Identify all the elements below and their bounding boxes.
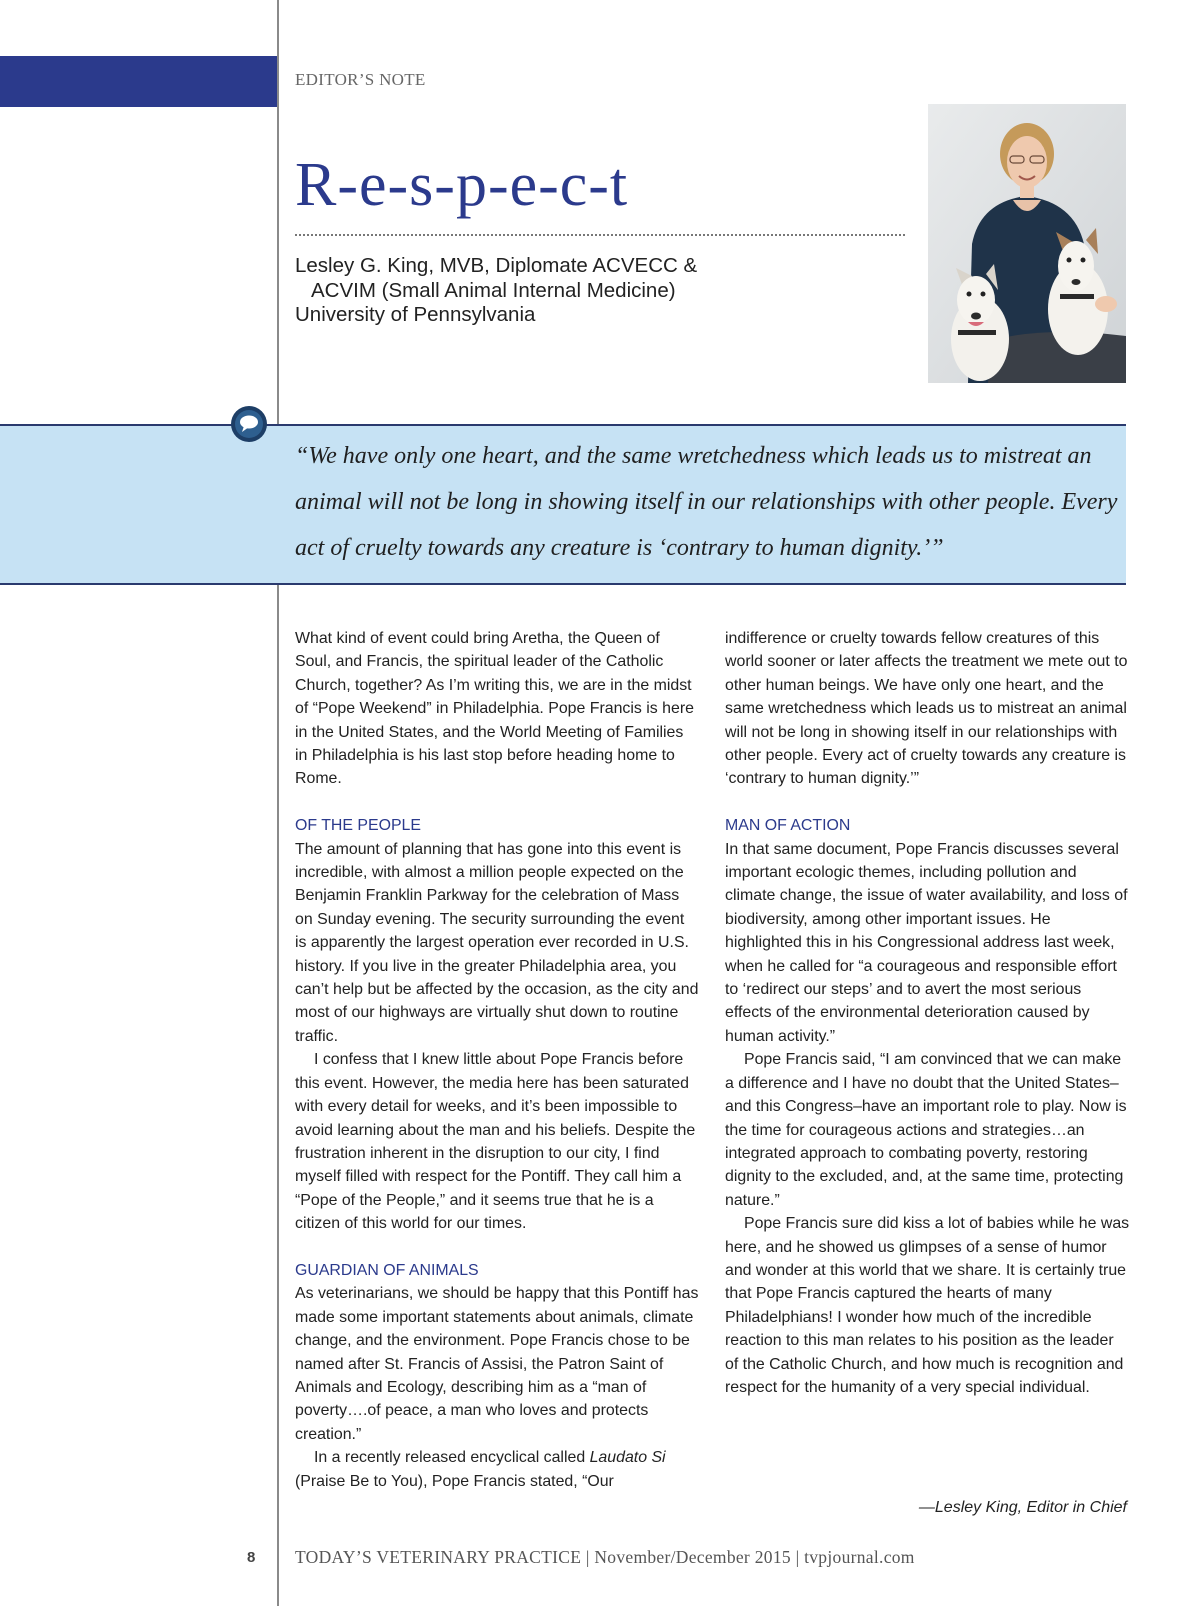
editor-signature: —Lesley King, Editor in Chief xyxy=(918,1499,1127,1516)
page-margin-rule xyxy=(277,0,279,1606)
article-title: R-e-s-p-e-c-t xyxy=(295,151,629,219)
body-paragraph: Pope Francis said, “I am convinced that we can make a difference and I have no doubt that the United States–and this Congress–have an important role to play. Now is the time for courageous actions and strategies…an integrated approach to combating poverty, restoring dignity to the excluded, and, at the same time, protecting nature.” xyxy=(725,1051,1127,1209)
body-column-right xyxy=(725,627,1130,1399)
encyclical-title: Laudato Si xyxy=(589,1449,666,1467)
pull-quote: “We have only one heart, and the same wretchedness which leads us to mistreat an animal will not be long in showing itself in our relationships with other people. Every act of cruelty towards any creature is ‘contrary to human dignity.’” xyxy=(295,443,1118,561)
body-paragraph: In that same document, Pope Francis discusses several important ecologic themes, including pollution and climate change, the issue of water availability, and loss of biodiversity, among other important issues. He highlighted this in his Congressional address last week, when he called for “a courageous and responsible effort to ‘redirect our steps’ and to avert the most serious effects of the environmental deterioration caused by human activity.” xyxy=(725,840,1128,1045)
author-affiliation: University of Pennsylvania xyxy=(295,303,536,326)
body-paragraph xyxy=(295,1446,700,1493)
body-paragraph: indifference or cruelty towards fellow creatures of this world sooner or later affects the treatment we mete out to other human beings. We have only one heart, and the same wretchedness which leads us to mistreat an animal will not be long in showing itself in our relationships with other people. Every act of cruelty towards any creature is ‘contrary to human dignity.’” xyxy=(725,630,1128,788)
subheading-guardian-of-animals: GUARDIAN OF ANIMALS xyxy=(295,1261,479,1279)
author-line: ACVIM (Small Animal Internal Medicine) xyxy=(311,278,676,302)
title-divider xyxy=(295,234,905,236)
body-text: In a recently released encyclical called xyxy=(314,1449,590,1467)
header-color-band xyxy=(0,56,277,107)
body-paragraph: I confess that I knew little about Pope Francis before this event. However, the media here has been saturated with every detail for weeks, and it’s been impossible to avoid learning about the man and his beliefs. Despite the frustration inherent in the disruption to our city, I find myself filled with respect for the Pontiff. They call him a “Pope of the People,” and it seems true that he is a citizen of this world for our times. xyxy=(295,1051,696,1233)
body-paragraph: The amount of planning that has gone into this event is incredible, with almost a million people expected on the Benjamin Franklin Parkway for the celebration of Mass on Sunday evening. The security surrounding the event is apparently the largest operation ever recorded in U.S. history. If you live in the greater Philadelphia area, you can’t help but be affected by the occasion, as the city and most of our highways are virtually shut down to routine traffic. xyxy=(295,840,699,1045)
body-paragraph: As veterinarians, we should be happy that this Pontiff has made some important statements about animals, climate change, and the environment. Pope Francis chose to be named after St. Francis of Assisi, the Patron Saint of Animals and Ecology, describing him as a “man of poverty….of peace, a man who loves and protects creation.” xyxy=(295,1285,699,1443)
footer-publication: TODAY’S VETERINARY PRACTICE | November/December 2015 | tvpjournal.com xyxy=(295,1547,915,1567)
author-line: Lesley G. King, MVB, Diplomate ACVECC & xyxy=(295,254,698,277)
speech-bubble-icon xyxy=(230,405,268,443)
author-byline xyxy=(295,254,697,328)
author-photo xyxy=(928,104,1126,383)
body-text: (Praise Be to You), Pope Francis stated, “Our xyxy=(295,1472,614,1490)
section-label: EDITOR’S NOTE xyxy=(295,70,426,89)
body-paragraph: Pope Francis sure did kiss a lot of babies while he was here, and he showed us glimpses of a sense of humor and wonder at this world that we share. It is certainly true that Pope Francis captured the hearts of many Philadelphians! I wonder how much of the incredible reaction to this man relates to his position as the leader of the Catholic Church, and how much is recognition and respect for the humanity of a very special individual. xyxy=(725,1215,1130,1396)
subheading-of-the-people: OF THE PEOPLE xyxy=(295,817,421,835)
body-column-left xyxy=(295,627,700,1493)
body-paragraph: What kind of event could bring Aretha, the Queen of Soul, and Francis, the spiritual leader of the Catholic Church, together? As I’m writing this, we are in the midst of “Pope Weekend” in Philadelphia. Pope Francis is here in the United States, and the World Meeting of Families in Philadelphia is his last stop before heading home to Rome. xyxy=(295,630,694,788)
page-number: 8 xyxy=(247,1549,256,1566)
subheading-man-of-action: MAN OF ACTION xyxy=(725,817,851,835)
